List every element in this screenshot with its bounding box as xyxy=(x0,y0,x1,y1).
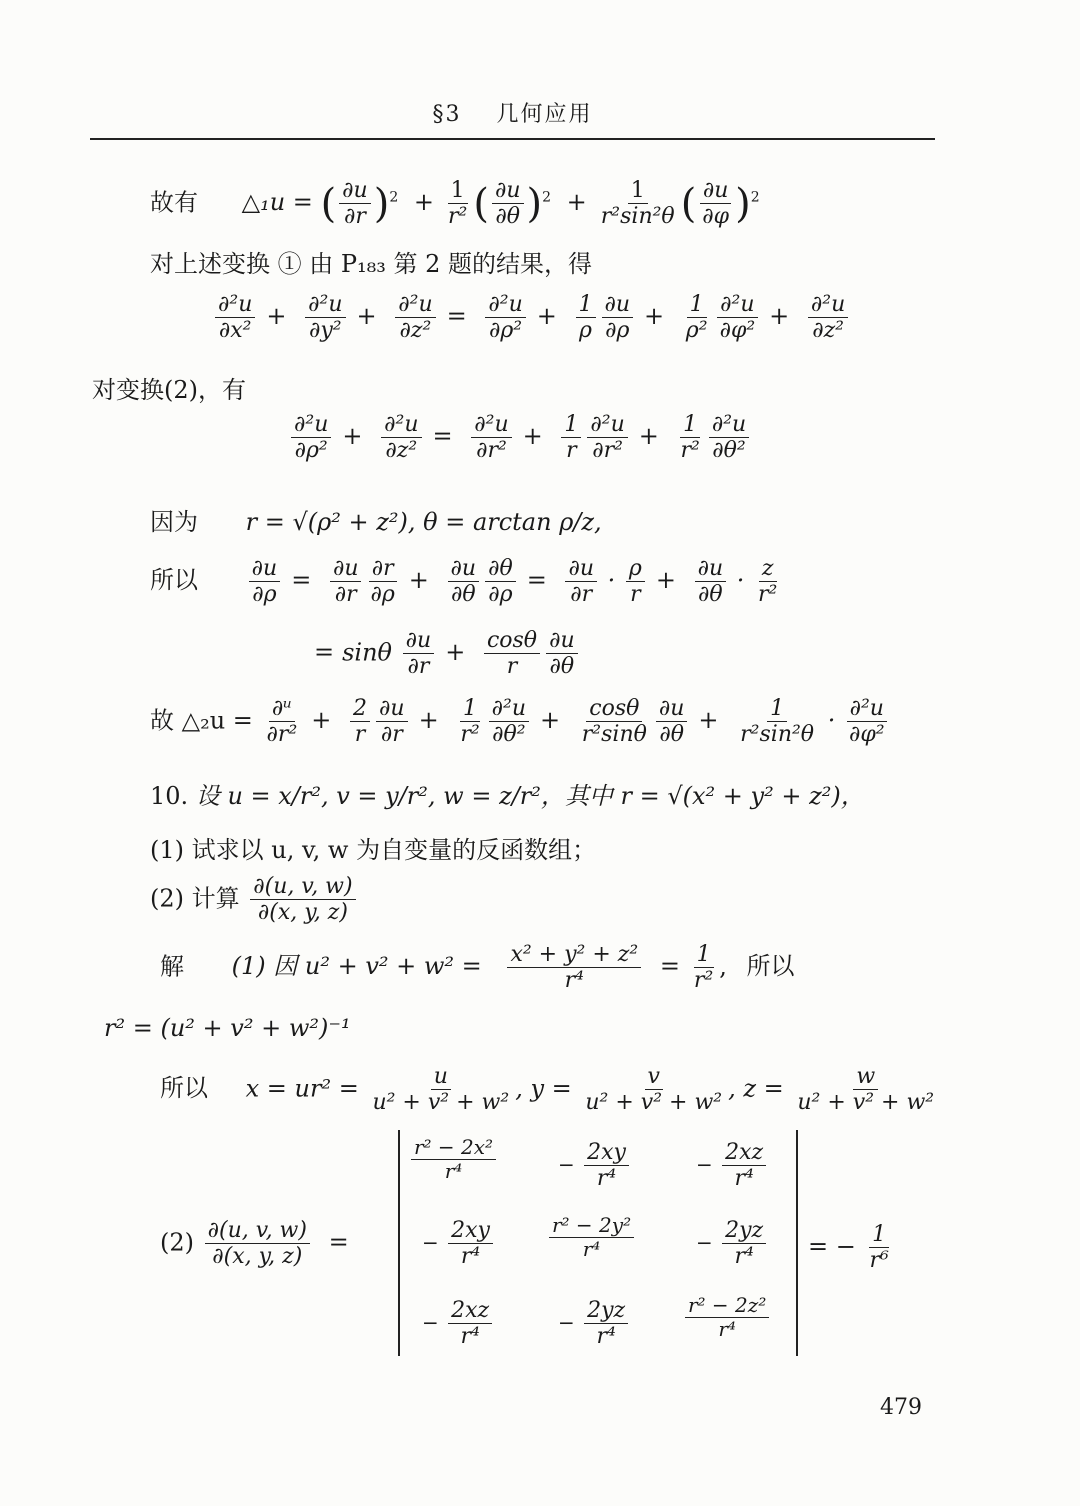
equation-delta1: 故有 △₁u = ( $\frac{\partial u}{\partial r}$ )$^2$ + $\frac{1}{\text{r²}}$ ( $\frac{\partial u}{\partial\theta}$ )$^2$ + $\frac{1}{\text{r²sin²θ}}$ ( $\frac{\partial u}{\partial\varphi}$ )$^2$ xyxy=(150,178,760,230)
solution-label: 解 xyxy=(160,952,184,981)
problem-number: 10. xyxy=(150,782,189,810)
delta2-lhs: 故 △₂u = xyxy=(150,706,253,735)
jacobian-lhs: (2) $\frac{\partial(u, v, w)}{\partial(x, y, z)}$ = xyxy=(160,1218,349,1270)
because-line xyxy=(150,502,602,537)
label-guyou: 故有 xyxy=(150,188,198,217)
transform-note: 对上述变换 ① 由 P₁₈₃ 第 2 题的结果，得 xyxy=(150,250,593,278)
label-suoyi: 所以 xyxy=(150,566,198,595)
equation-transform2: $\frac{\text{∂²u}}{\text{∂ρ²}}$ + $\frac{\text{∂²u}}{\text{∂z²}}$ = $\frac{\text{∂²u}}{\text{∂r²}}$ + $\frac{1}{r}$ $\frac{\text{∂²u}}{\text{∂r²}}$ + $\frac{1}{\text{r²}}$ $\frac{\text{∂²u}}{\text{∂θ²}}$ xyxy=(288,412,752,464)
equation-du-drho: 所以 $\frac{\partial u}{\partial\rho}$ = $\frac{\partial u}{\partial r}$ $\frac{\partial r}{\partial\rho}$ + $\frac{\partial u}{\partial\theta}$ $\frac{\partial\theta}{\partial\rho}$ = $\frac{\partial u}{\partial r}$ · $\frac{\rho}{r}$ + $\frac{\partial u}{\partial\theta}$ · $\frac{z}{\text{r²}}$ xyxy=(150,556,778,608)
solution-part1: (1) 因 u² + v² + w² = xyxy=(231,952,482,981)
label-because: 因为 xyxy=(150,508,198,536)
jacobian-result: = − $\frac{1}{\text{r⁶}}$ xyxy=(808,1222,889,1274)
page-header xyxy=(90,92,935,140)
equation-du-drho-2: = sinθ $\frac{\partial u}{\partial r}$ + $\frac{\cos\theta}{r}$ $\frac{\partial u}{\partial\theta}$ xyxy=(306,628,581,680)
solution-line1: 解 (1) 因 u² + v² + w² = $\frac{\text{x² + y² + z²}}{\text{r⁴}}$ = $\frac{1}{\text{r²}}$ , 所以 xyxy=(160,942,795,994)
inverse-functions: 所以 x = ur² = $\frac{u}{\text{u² + v² + w²}}$ , y = $\frac{v}{\text{u² + v² + w²}}$ , z = $\frac{w}{\text{u² + v² + w²}}$ xyxy=(160,1064,935,1116)
transform2-note: 对变换(2)，有 xyxy=(92,376,246,404)
problem-part2: (2) 计算 $\frac{\partial(u, v, w)}{\partial(x, y, z)}$ xyxy=(150,874,359,926)
section-number: §3 xyxy=(432,102,462,127)
delta1-lhs: △₁u = xyxy=(241,188,313,217)
equation-laplace-cyl: $\frac{\text{∂²u}}{\text{∂x²}}$ + $\frac{\text{∂²u}}{\text{∂y²}}$ + $\frac{\text{∂²u}}{\text{∂z²}}$ = $\frac{\text{∂²u}}{\text{∂ρ²}}$ + $\frac{1}{\rho}$ $\frac{\partial u}{\partial\rho}$ + $\frac{1}{\text{ρ²}}$ $\frac{\text{∂²u}}{\text{∂φ²}}$ + $\frac{\text{∂²u}}{\text{∂z²}}$ xyxy=(212,292,851,344)
page-number: 479 xyxy=(880,1395,922,1420)
part2-prefix: (2) 计算 xyxy=(150,884,240,913)
label-so: 所以 xyxy=(160,1074,208,1103)
jacobian-determinant: $\frac{\text{r² − 2x²}}{\text{r⁴}}$ − $\frac{2xy}{\text{r⁴}}$ − $\frac{2xz}{\text{r⁴}}$ − $\frac{2xy}{\text{r⁴}}$ $\frac{\text{r² − 2y²}}{\text{r⁴}}$ − $\frac{2yz}{\text{r⁴}}$ − $\frac{2xz}{\text{r⁴}}$ − $\frac{2yz}{\text{r⁴}}$ $\frac{\text{r² − 2z²}}{\text{r⁴}}$ xyxy=(398,1130,798,1356)
problem-10 xyxy=(150,776,865,811)
problem-statement: 设 u = x/r², v = y/r², w = z/r²，其中 r = √(x² + y² + z²)， xyxy=(195,782,865,810)
problem-part1: (1) 试求以 u, v, w 为自变量的反函数组； xyxy=(150,836,597,864)
section-title: 几何应用 xyxy=(496,102,593,127)
r2-equation: r² = (u² + v² + w²)⁻¹ xyxy=(104,1014,351,1042)
equation-delta2: 故 △₂u = $\frac{\text{∂ᵘ}}{\text{∂r²}}$ + $\frac{2}{r}$ $\frac{\partial u}{\partial r}$ + $\frac{1}{\text{r²}}$ $\frac{\text{∂²u}}{\text{∂θ²}}$ + $\frac{\cos\theta}{\text{r²sinθ}}$ $\frac{\partial u}{\partial\theta}$ + $\frac{1}{\text{r²sin²θ}}$ · $\frac{\text{∂²u}}{\text{∂φ²}}$ xyxy=(150,696,891,748)
det-result-prefix: = − xyxy=(808,1232,856,1261)
because-expr: r = √(ρ² + z²), θ = arctan ρ/z, xyxy=(245,508,602,536)
part2-label: (2) xyxy=(160,1228,194,1257)
solution-part1-tail: 所以 xyxy=(746,952,795,981)
